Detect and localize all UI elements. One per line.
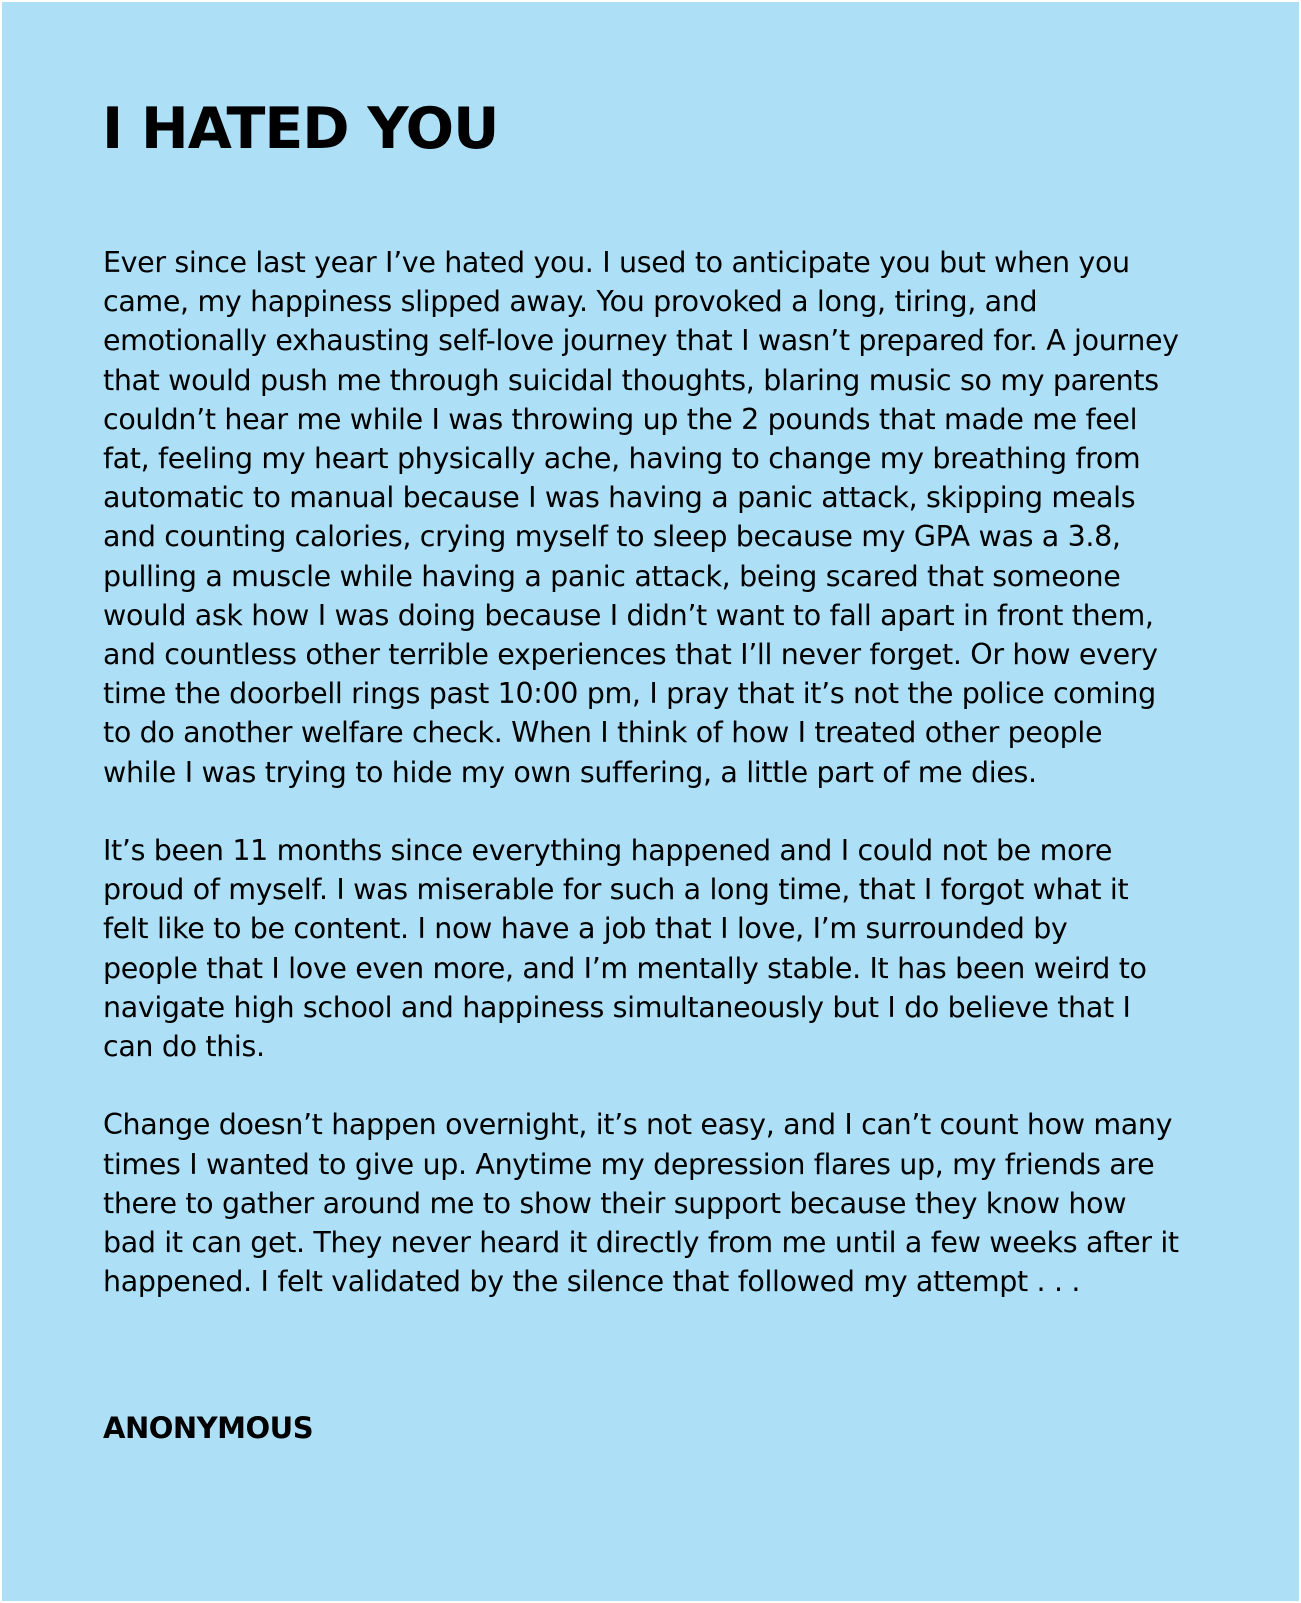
text-line: while I was trying to hide my own suffering, a little part of me dies. [103,755,1037,789]
text-line: and counting calories, crying myself to sleep because my GPA was a 3.8, [103,520,1121,554]
page-title: I HATED YOU [102,96,499,162]
text-line: people that I love even more, and I’m mentally stable. It has been weird to [103,951,1147,985]
paragraph-3 [103,1105,1203,1301]
text-line: felt like to be content. I now have a job that I love, I’m surrounded by [103,912,1068,946]
paragraph-2 [103,831,1203,1066]
text-line: times I wanted to give up. Anytime my depression flares up, my friends are [103,1147,1155,1181]
text-line: fat, feeling my heart physically ache, having to change my breathing from [103,442,1141,476]
text-line: Change doesn’t happen overnight, it’s not easy, and I can’t count how many [103,1108,1173,1142]
text-line: would ask how I was doing because I didn’t want to fall apart in front them, [103,598,1154,632]
text-line: time the doorbell rings past 10:00 pm, I pray that it’s not the police coming [103,677,1156,711]
text-line: that would push me through suicidal thoughts, blaring music so my parents [103,363,1159,397]
text-line: to do another welfare check. When I think of how I treated other people [103,716,1103,750]
text-line: It’s been 11 months since everything happened and I could not be more [103,834,1113,868]
text-line: and countless other terrible experiences that I’ll never forget. Or how every [103,638,1158,672]
text-line: Ever since last year I’ve hated you. I used to anticipate you but when you [103,246,1130,279]
paragraph-spacer [103,792,1203,831]
text-line: proud of myself. I was miserable for such a long time, that I forgot what it [103,873,1129,907]
text-line: emotionally exhausting self-love journey that I wasn’t prepared for. A journey [103,324,1179,358]
text-line: couldn’t hear me while I was throwing up the 2 pounds that made me feel [103,402,1138,436]
text-line: automatic to manual because I was having a panic attack, skipping meals [103,481,1136,515]
paragraph-1 [103,243,1203,792]
text-line: navigate high school and happiness simultaneously but I do believe that I [103,990,1131,1024]
text-line: pulling a muscle while having a panic attack, being scared that someone [103,559,1121,593]
text-line: there to gather around me to show their support because they know how [103,1186,1127,1220]
text-line: bad it can get. They never heard it directly from me until a few weeks after it [103,1226,1179,1260]
paragraph-spacer [103,1066,1203,1105]
text-line: happened. I felt validated by the silence that followed my attempt . . . [103,1265,1081,1299]
essay-body [103,243,1203,1301]
text-line: came, my happiness slipped away. You provoked a long, tiring, and [103,285,1038,319]
text-line: can do this. [103,1030,265,1064]
author-byline: ANONYMOUS [103,1411,314,1445]
